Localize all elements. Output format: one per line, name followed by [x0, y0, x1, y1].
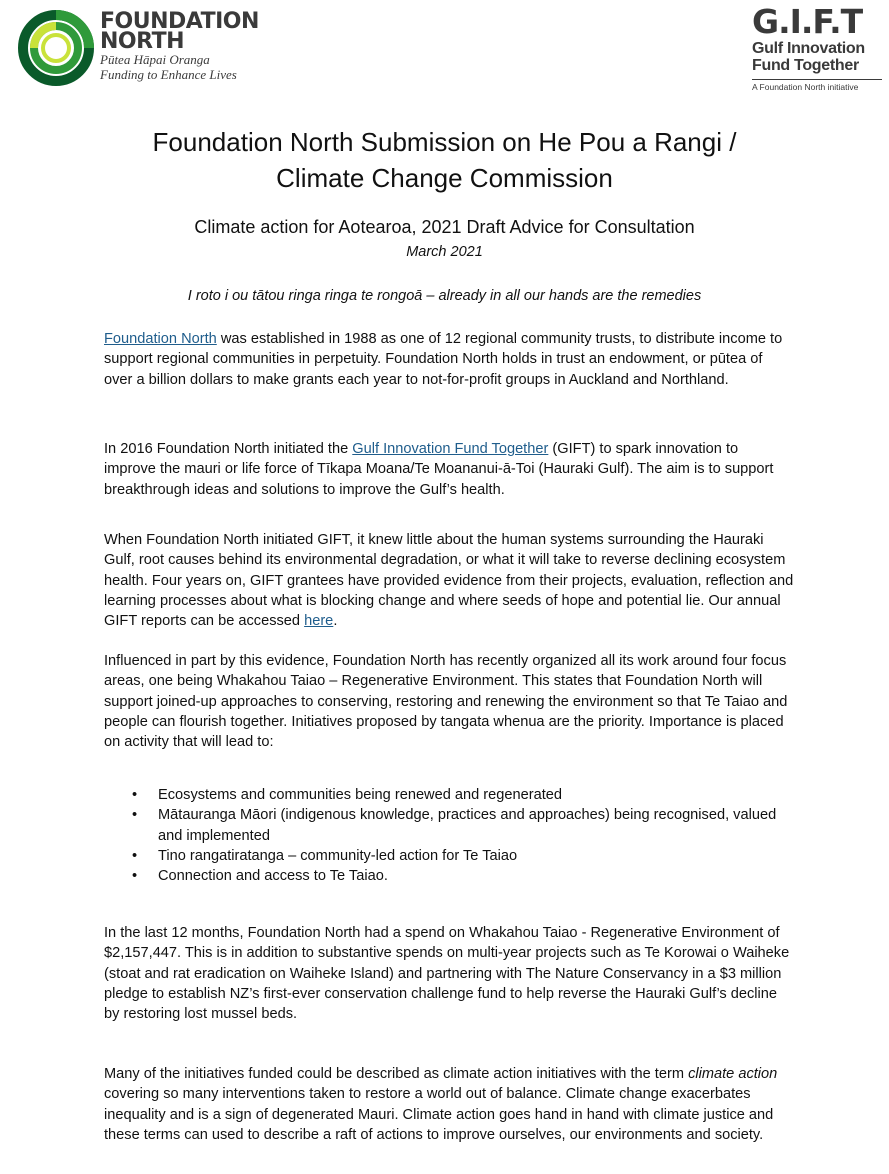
paragraph-6-after: covering so many interventions taken to restore a world out of balance. Climate change exacerbates inequality and is a sign of degenerated Mauri. Climate action goes hand in hand with climate justice and these terms can used to describe a raft of actions to improve ourselves, our environments and society.	[104, 1086, 774, 1143]
gift-logo	[752, 4, 884, 104]
paragraph-6-italic: climate action	[688, 1066, 778, 1082]
gift-reports-link[interactable]: here	[304, 613, 334, 630]
bullet-icon: •	[132, 868, 138, 885]
gift-link[interactable]: Gulf Innovation Fund Together	[352, 441, 549, 457]
bullet-icon: •	[132, 787, 138, 803]
subtitle: Climate action for Aotearoa, 2021 Draft Advice for Consultation	[194, 217, 695, 237]
motto: I roto i ou tātou ringa ringa te rongoā – already in all our hands are the remedies	[187, 288, 702, 304]
paragraph-6	[104, 1064, 794, 1145]
foundation-north-name-line1: FOUNDATION	[100, 9, 259, 34]
gift-name-line2: Fund Together	[752, 57, 859, 74]
title-line2: Climate Change Commission	[276, 163, 613, 193]
paragraph-3-before: When Foundation North initiated GIFT, it knew little about the human systems surrounding the Hauraki Gulf, root causes behind its environmental degradation, or what it will take to reverse declining ecosystem health. Four years on, GIFT grantees have provided evidence from their projects, evaluation, reflection and learning processes about what is blocking change and where seeds of hope and potential lie. Our annual GIFT reports can be accessed	[104, 532, 794, 630]
foundation-north-ring-icon	[18, 10, 94, 86]
paragraph-1-text: was established in 1988 as one of 12 regional community trusts, to distribute income to support regional communities in perpetuity. Foundation North holds in trust an endowment, or pūtea of over a billion dollars to make grants each year to not-for-profit groups in Auckland and Northland.	[104, 331, 783, 388]
focus-list	[104, 785, 794, 886]
paragraph-3	[104, 530, 794, 631]
paragraph-1	[104, 329, 794, 390]
foundation-north-tagline1: Pūtea Hāpai Oranga	[100, 52, 210, 67]
paragraph-6-before: Many of the initiatives funded could be described as climate action initiatives with the term	[104, 1066, 689, 1082]
foundation-north-name-line2: NORTH	[100, 29, 184, 54]
bullet-icon: •	[132, 807, 138, 824]
paragraph-2-after: (GIFT) to spark innovation to improve the mauri or life force of Tīkapa Moana/Te Moananui-ā-Toi (Hauraki Gulf). The aim is to support breakthrough ideas and solutions to improve the Gulf’s health.	[104, 441, 774, 498]
foundation-north-logo	[18, 10, 268, 90]
foundation-north-link[interactable]: Foundation North	[104, 331, 217, 347]
date: March 2021	[406, 244, 483, 260]
gift-name-line1: Gulf Innovation	[752, 40, 865, 57]
page-title	[0, 124, 889, 196]
paragraph-2	[104, 439, 794, 500]
list-item: • Tino rangatiratanga – community-led action for Te Taiao	[104, 846, 794, 866]
gift-divider	[752, 79, 882, 80]
paragraph-2-before: In 2016 Foundation North initiated the	[104, 441, 353, 457]
list-item: • Ecosystems and communities being renewed and regenerated	[104, 785, 794, 805]
foundation-north-tagline2: Funding to Enhance Lives	[100, 67, 237, 82]
paragraph-3-after: .	[333, 613, 338, 630]
paragraph-4: Influenced in part by this evidence, Foundation North has recently organized all its work around four focus areas, one being Whakahou Taiao – Regenerative Environment. This states that Foundation North will support joined-up approaches to conserving, restoring and renewing the environment so that Te Taiao and people can flourish together. Initiatives proposed by tangata whenua are the priority. Importance is placed on activity that will lead to:	[104, 653, 788, 751]
gift-mark: G.I.F.T	[752, 2, 863, 41]
gift-initiative-text: A Foundation North initiative	[752, 82, 859, 92]
list-item: • Mātauranga Māori (indigenous knowledge, practices and approaches) being recognised, valued and implemented	[132, 807, 777, 844]
paragraph-5: In the last 12 months, Foundation North had a spend on Whakahou Taiao - Regenerative Environment of $2,157,447. This is in addition to substantive spends on multi-year projects such as Te Korowai o Waiheke (stoat and rat eradication on Waiheke Island) and partnering with The Nature Conservancy in a $3 million pledge to establish NZ’s first-ever conservation challenge fund to help reverse the Hauraki Gulf’s decline by restoring lost mussel beds.	[104, 925, 790, 1023]
bullet-icon: •	[132, 847, 138, 864]
title-line1: Foundation North Submission on He Pou a Rangi /	[152, 127, 737, 157]
list-item: • Connection and access to Te Taiao.	[104, 866, 794, 886]
